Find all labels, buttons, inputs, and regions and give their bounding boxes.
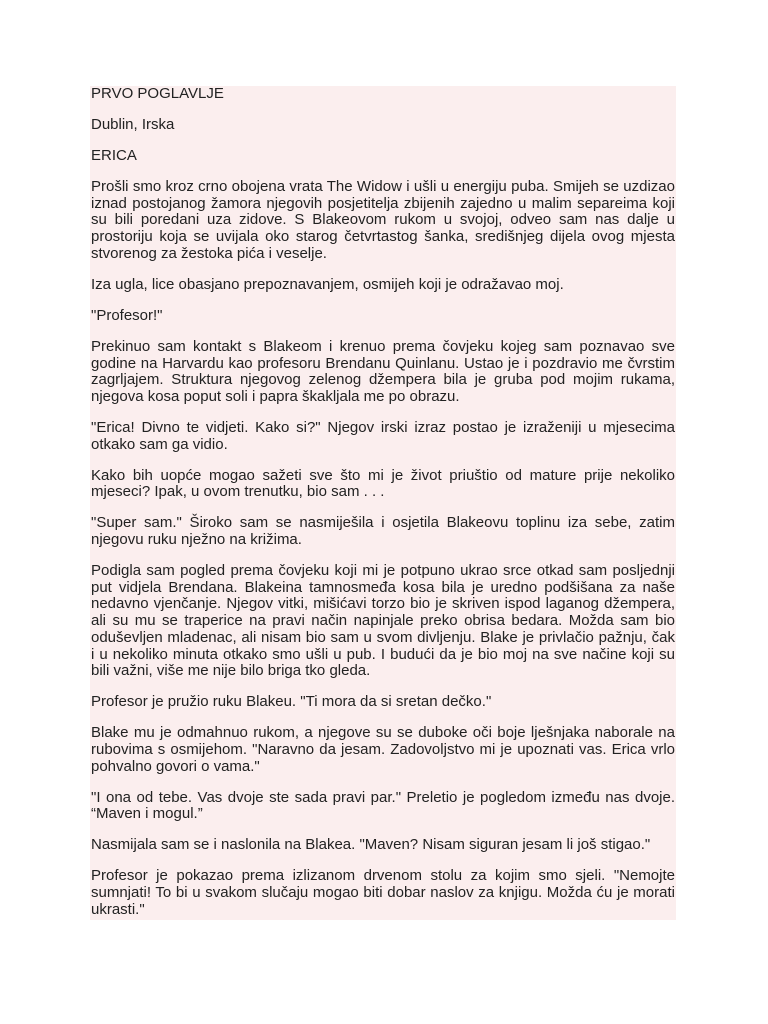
paragraph: Profesor je pokazao prema izlizanom drvenom stolu za kojim smo sjeli. "Nemojte sumnjati! To bi u svakom slučaju mogao biti dobar naslov za knjigu. Možda ću je morati ukrasti."	[91, 867, 675, 918]
paragraph: "Super sam." Široko sam se nasmiješila i osjetila Blakeovu toplinu iza sebe, zatim njegovu ruku nježno na križima.	[91, 514, 675, 549]
paragraph: Iza ugla, lice obasjano prepoznavanjem, osmijeh koji je odražavao moj.	[91, 275, 564, 293]
paragraph: Podigla sam pogled prema čovjeku koji mi je potpuno ukrao srce otkad sam posljednji put vidjela Brendana. Blakeina tamnosmeđa kosa bila je uredno podšišana za naše nedavno vjenčanje. Njegov vitki, mišićavi torzo bio je skriven ispod laganog džempera, ali su mu se traperice na pravi način napinjale preko obrisa bedara. Možda sam bio oduševljen mladenac, ali nisam bio sam u svom divljenju. Blake je privlačio pažnju, čak i u nekoliko minuta otkako smo ušli u pub. I budući da je bio moj na sve načine koji su bili važni, više me nije bilo briga tko gleda.	[91, 562, 675, 680]
paragraph: Blake mu je odmahnuo rukom, a njegove su se duboke oči boje lješnjaka naborale na rubovima s osmijehom. "Naravno da jesam. Zadovoljstvo mi je upoznati vas. Erica vrlo pohvalno govori o vama."	[91, 724, 675, 775]
narrator-name: ERICA	[91, 147, 137, 164]
paragraph: "Profesor!"	[91, 306, 163, 324]
paragraph: Prošli smo kroz crno obojena vrata The Widow i ušli u energiju puba. Smijeh se uzdizao iznad postojanog žamora njegovih posjetitelja zbijenih zajedno u malim separeima koji su bili poredani uza zidove. S Blakeovom rukom u svojoj, odveo sam nas dalje u prostoriju koja se uvijala oko starog četvrtastog šanka, središnjeg dijela ovog mjesta stvorenog za žestoka pića i veselje.	[91, 178, 675, 262]
paragraph: Profesor je pružio ruku Blakeu. "Ti mora da si sretan dečko."	[91, 693, 492, 711]
paragraph: "I ona od tebe. Vas dvoje ste sada pravi par." Preletio je pogledom između nas dvoje. “Maven i mogul.”	[91, 788, 675, 823]
paragraph: Kako bih uopće mogao sažeti sve što mi je život priuštio od mature prije nekoliko mjeseci? Ipak, u ovom trenutku, bio sam . . .	[91, 466, 675, 501]
paragraph: Prekinuo sam kontakt s Blakeom i krenuo prema čovjeku kojeg sam poznavao sve godine na Harvardu kao profesoru Brendanu Quinlanu. Ustao je i pozdravio me čvrstim zagrljajem. Struktura njegovog zelenog džempera bila je gruba pod mojim rukama, njegova kosa poput soli i papra škakljala me po obrazu.	[91, 337, 675, 405]
location-line: Dublin, Irska	[91, 116, 175, 133]
paragraph: Nasmijala sam se i naslonila na Blakea. "Maven? Nisam siguran jesam li još stigao."	[91, 836, 651, 854]
paragraph: "Erica! Divno te vidjeti. Kako si?" Njegov irski izraz postao je izraženiji u mjesecima otkako sam ga vidio.	[91, 418, 675, 453]
chapter-heading: PRVO POGLAVLJE	[91, 85, 224, 102]
chapter-text-block	[90, 86, 676, 920]
